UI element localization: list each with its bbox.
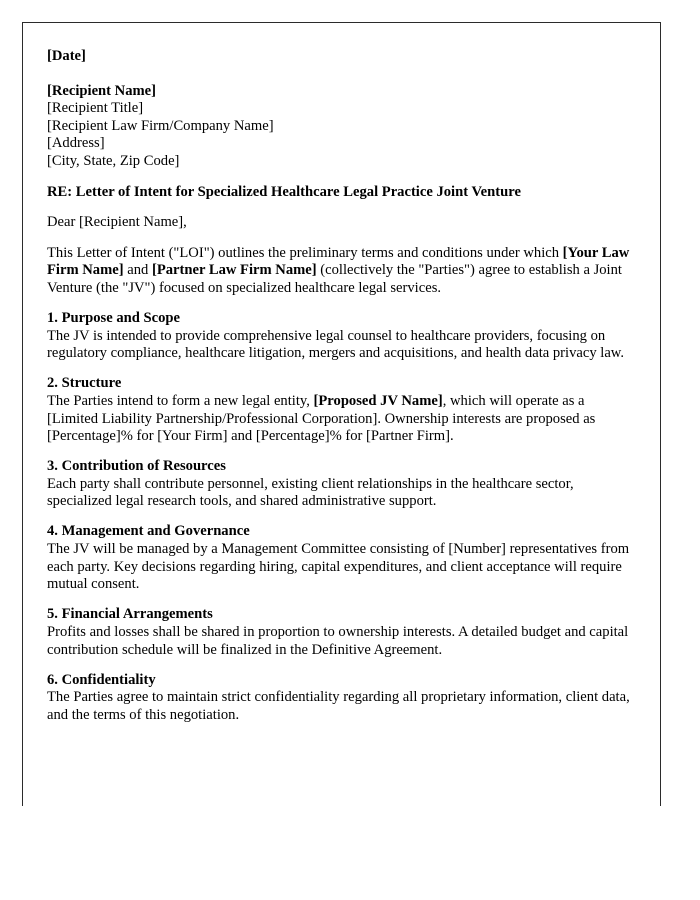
section-management-and-governance xyxy=(47,523,633,593)
section-heading: 2. Structure xyxy=(47,375,122,392)
recipient-city-state-zip: [City, State, Zip Code] xyxy=(47,152,180,169)
proposed-jv-name-placeholder: [Proposed JV Name] xyxy=(313,392,443,409)
section-body xyxy=(47,393,633,446)
section-heading: 4. Management and Governance xyxy=(47,523,250,540)
recipient-name: [Recipient Name] xyxy=(47,82,157,99)
section-heading: 3. Contribution of Resources xyxy=(47,458,226,475)
structure-text-part1: The Parties intend to form a new legal entity, xyxy=(47,392,314,409)
section-purpose-and-scope xyxy=(47,310,633,363)
recipient-address: [Address] xyxy=(47,135,105,152)
section-body: Each party shall contribute personnel, existing client relationships in the healthcare sector, specialized legal research tools, and shared administrative support. xyxy=(47,475,574,510)
salutation: Dear [Recipient Name], xyxy=(47,214,187,231)
recipient-title: [Recipient Title] xyxy=(47,100,144,117)
partner-firm-placeholder: [Partner Law Firm Name] xyxy=(151,262,317,279)
intro-text-part1: This Letter of Intent ("LOI") outlines the preliminary terms and conditions under which xyxy=(47,244,563,261)
intro-text-part3: (collectively the "Parties") agree to establish a Joint Venture (the "JV") focused on specialized healthcare legal services. xyxy=(47,262,622,296)
section-heading: 5. Financial Arrangements xyxy=(47,606,213,623)
recipient-address-block xyxy=(47,83,633,171)
intro-paragraph xyxy=(47,245,633,298)
section-heading: 1. Purpose and Scope xyxy=(47,310,180,327)
subject-line: RE: Letter of Intent for Specialized Healthcare Legal Practice Joint Venture xyxy=(47,183,521,200)
intro-text-part2: and xyxy=(123,262,152,279)
section-body: The JV is intended to provide comprehensive legal counsel to healthcare providers, focusing on regulatory compliance, healthcare litigation, mergers and acquisitions, and health data privacy law. xyxy=(47,327,625,362)
section-heading: 6. Confidentiality xyxy=(47,671,156,688)
section-body: The JV will be managed by a Management Committee consisting of [Number] representatives from each party. Key decisions regarding hiring, capital expenditures, and client acceptance will require mutual consent. xyxy=(47,541,630,593)
section-body: Profits and losses shall be shared in proportion to ownership interests. A detailed budget and capital contribution schedule will be finalized in the Definitive Agreement. xyxy=(47,623,629,658)
document-page xyxy=(22,22,661,806)
your-firm-placeholder: [Your Law Firm Name] xyxy=(47,244,630,279)
date-placeholder: [Date] xyxy=(47,48,86,64)
section-structure xyxy=(47,375,633,445)
section-financial-arrangements xyxy=(47,606,633,659)
recipient-firm: [Recipient Law Firm/Company Name] xyxy=(47,117,274,134)
document-body xyxy=(47,48,633,724)
structure-text-part2: , which will operate as a [Limited Liability Partnership/Professional Corporation]. Ownership interests are proposed as [Percentage]% for [Your Firm] and [Percentage]% for [Partner Firm]. xyxy=(47,392,596,445)
section-body: The Parties agree to maintain strict confidentiality regarding all proprietary information, client data, and the terms of this negotiation. xyxy=(47,689,630,723)
section-confidentiality xyxy=(47,672,633,725)
section-contribution-of-resources xyxy=(47,458,633,511)
